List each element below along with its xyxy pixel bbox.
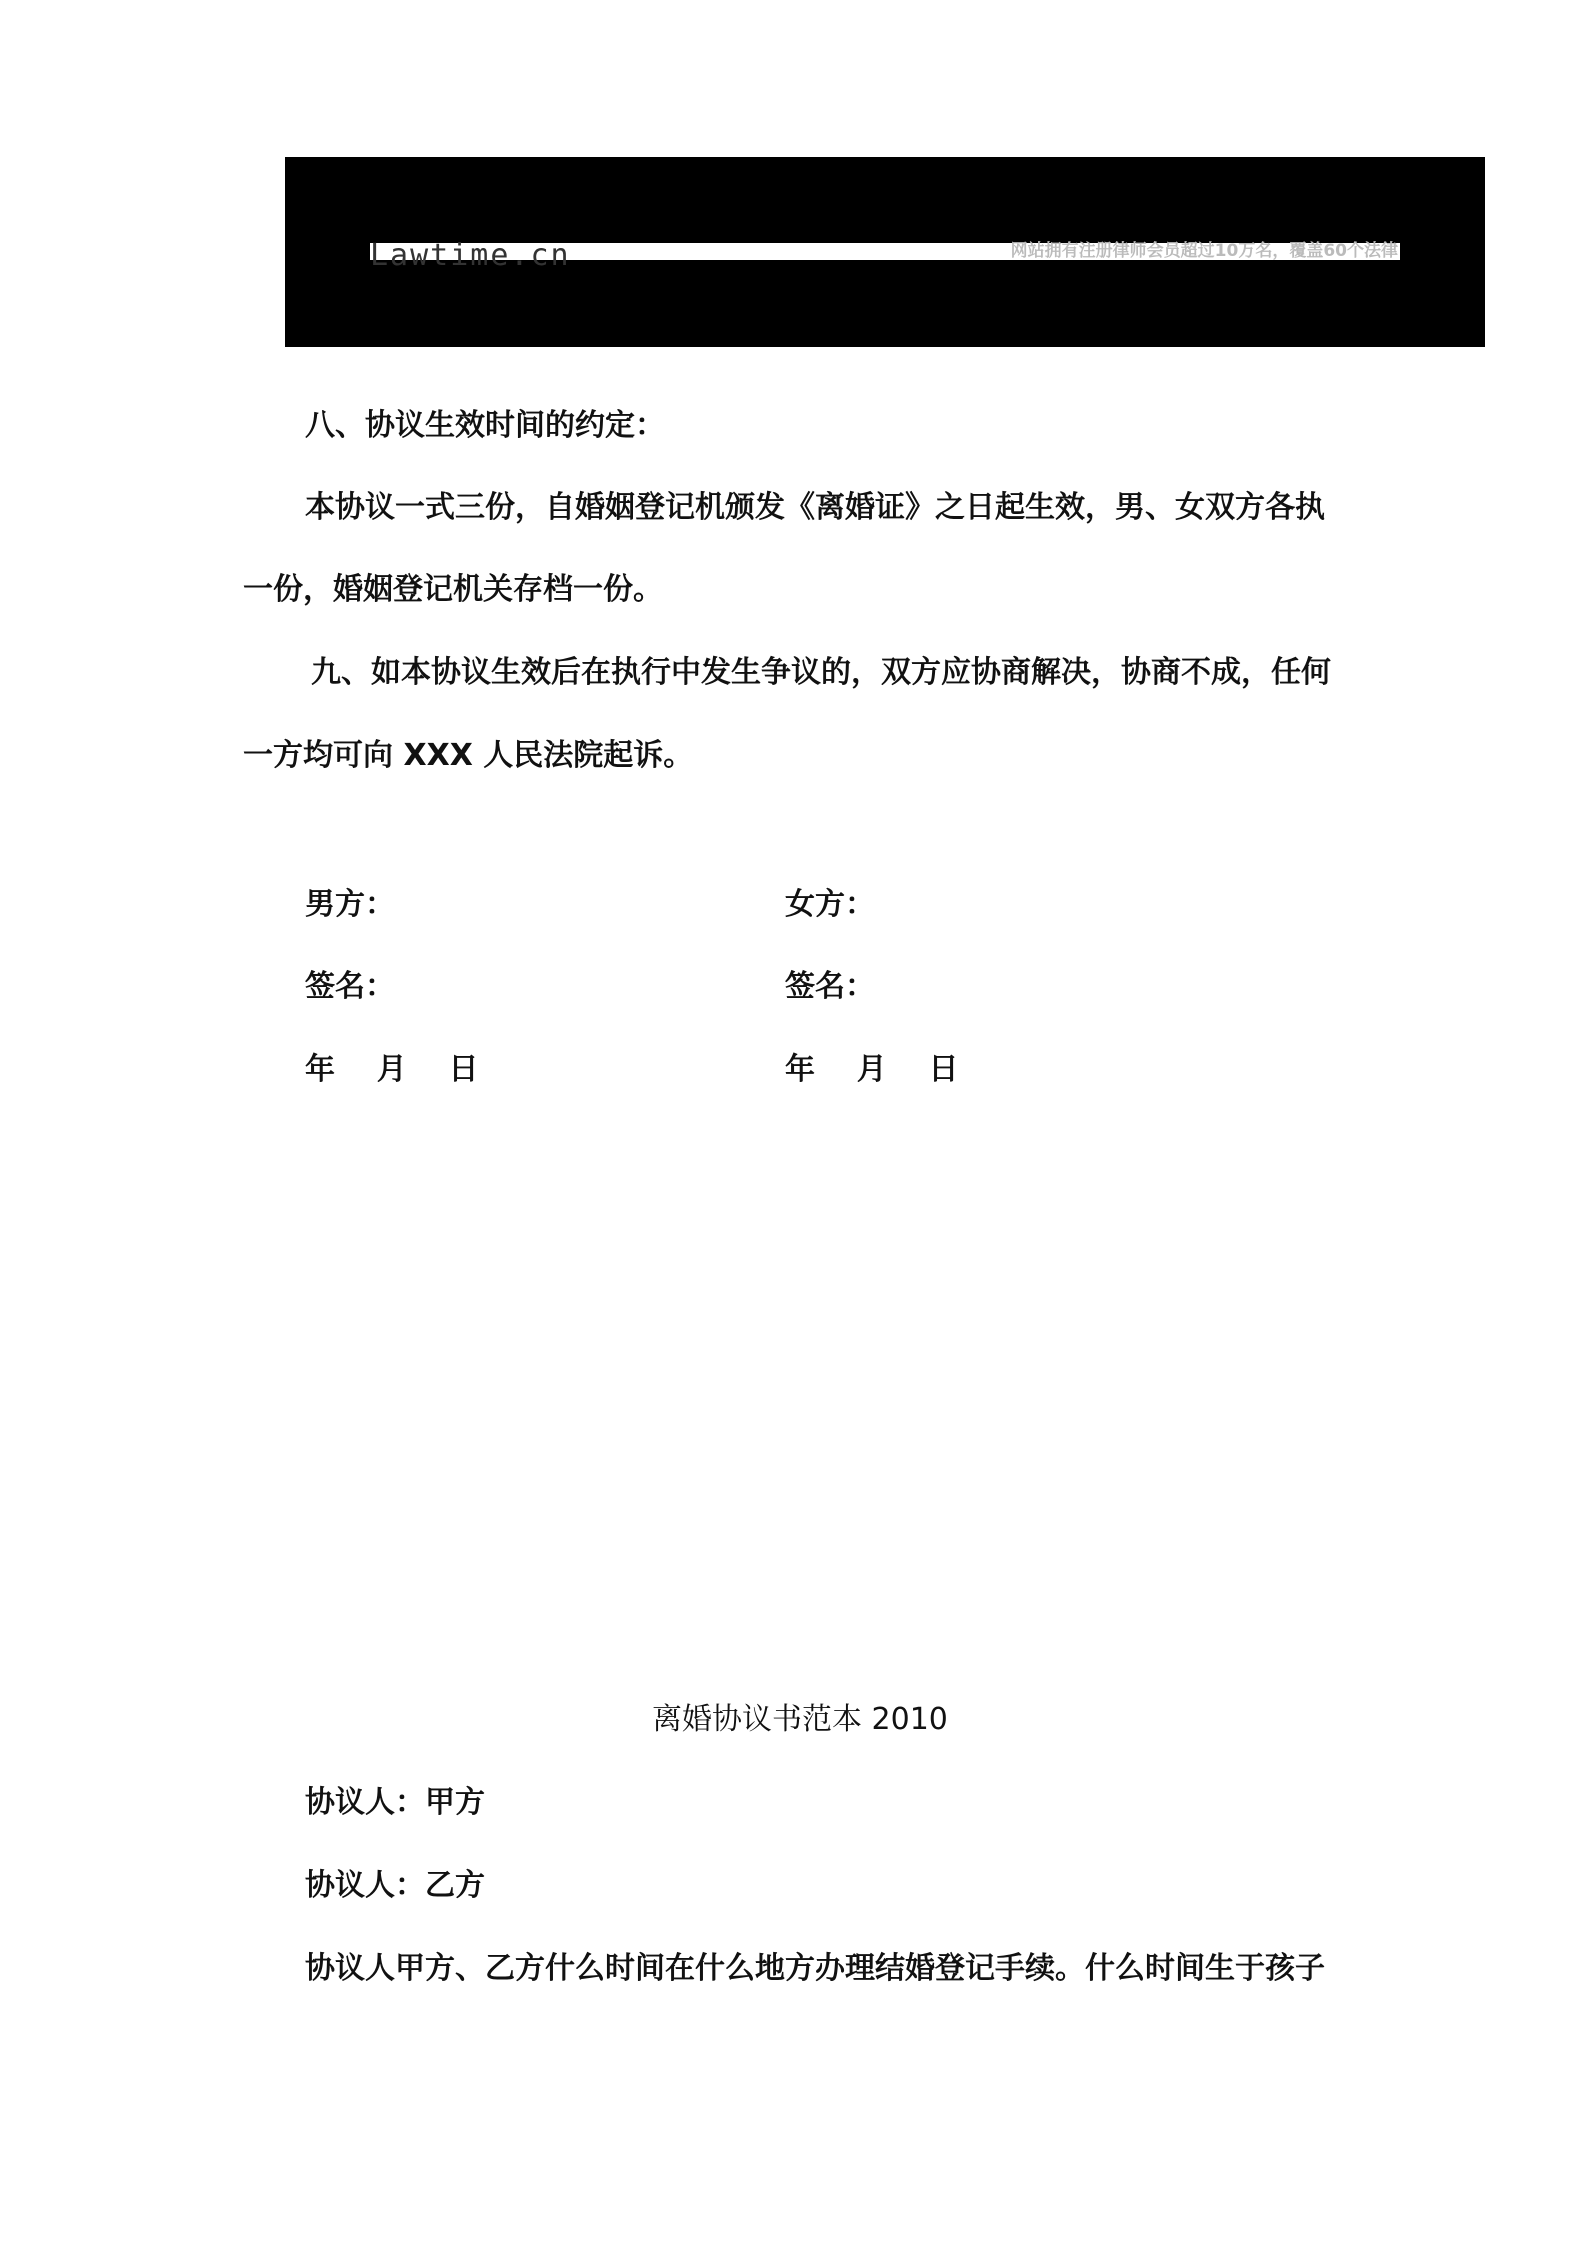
female-party-label: 女方：: [785, 887, 875, 922]
clause-9-line-1: 九、如本协议生效后在执行中发生争议的，双方应协商解决，协商不成，任何: [311, 655, 1331, 690]
document-title: 离婚协议书范本 2010: [652, 1702, 948, 1737]
clause-8-line-2: 一份，婚姻登记机关存档一份。: [243, 572, 663, 607]
banner-slogan: 网站拥有注册律师会员超过10万名，覆盖60个法律: [1010, 241, 1398, 261]
party-a-line: 协议人：甲方: [305, 1785, 485, 1820]
watermark-banner: [285, 157, 1485, 347]
male-date-line: 年 月 日: [305, 1052, 479, 1087]
male-party-label: 男方：: [305, 887, 395, 922]
clause-8-heading: 八、协议生效时间的约定：: [305, 408, 665, 443]
clause-8-line-1: 本协议一式三份，自婚姻登记机颁发《离婚证》之日起生效，男、女双方各执: [305, 490, 1325, 525]
clause-9-line-2: 一方均可向 XXX 人民法院起诉。: [243, 738, 694, 773]
female-signature-label: 签名：: [785, 969, 875, 1004]
lawtime-logo: Lawtime.cn: [370, 238, 571, 273]
party-b-line: 协议人：乙方: [305, 1868, 485, 1903]
intro-paragraph-line-1: 协议人甲方、乙方什么时间在什么地方办理结婚登记手续。什么时间生于孩子: [305, 1951, 1325, 1986]
female-date-line: 年 月 日: [785, 1052, 959, 1087]
male-signature-label: 签名：: [305, 969, 395, 1004]
banner-strip: [370, 238, 1400, 273]
